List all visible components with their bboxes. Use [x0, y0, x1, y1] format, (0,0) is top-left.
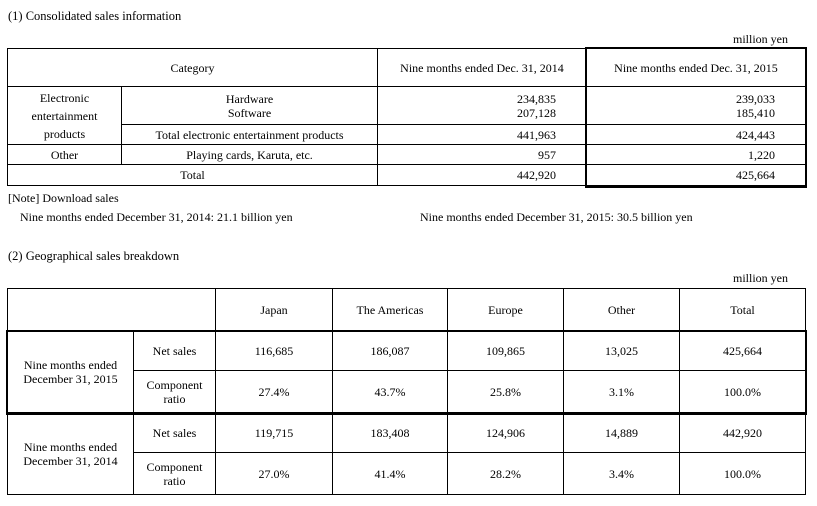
- section1-title: (1) Consolidated sales information: [8, 9, 182, 23]
- group-electronic-line1: Electronic: [39, 90, 90, 105]
- row-software-label: Software: [227, 105, 272, 120]
- ratio-2015-japan: 27.4%: [216, 371, 333, 413]
- period-2014-line1: Nine months ended: [23, 439, 118, 454]
- section1-unit: million yen: [733, 32, 788, 46]
- geographical-sales-table: [7, 288, 806, 495]
- header-blank: [8, 289, 216, 331]
- group-electronic-line2: entertainment: [31, 108, 98, 123]
- period-2014-line2: December 31, 2014: [23, 453, 118, 468]
- note-title: [Note] Download sales: [8, 191, 119, 205]
- ratio-label-2015: [134, 371, 216, 413]
- ratio-2015-total: 100.0%: [680, 371, 806, 413]
- note-2015: Nine months ended December 31, 2015: 30.5 billion yen: [420, 210, 693, 224]
- col-japan: Japan: [216, 289, 333, 331]
- row-playing-cards-2014: 957: [378, 145, 587, 165]
- ratio-2014-japan: 27.0%: [216, 453, 333, 495]
- period-2014-label: [8, 413, 134, 495]
- row-hardware-label: Hardware: [225, 91, 274, 106]
- net-sales-2014-americas: 183,408: [333, 413, 448, 453]
- net-sales-2015-americas: 186,087: [333, 331, 448, 371]
- row-total-label: Total: [8, 165, 378, 186]
- net-sales-2015-other: 13,025: [564, 331, 680, 371]
- period-2015-line1: Nine months ended: [23, 357, 118, 372]
- row-playing-cards-label: Playing cards, Karuta, etc.: [122, 145, 378, 165]
- hw-sw-2015: [587, 87, 806, 125]
- net-sales-2014-other: 14,889: [564, 413, 680, 453]
- row-hardware-2014: 234,835: [517, 91, 556, 106]
- ratio-label-2014: [134, 453, 216, 495]
- ratio-2015-americas: 43.7%: [333, 371, 448, 413]
- header-2014: Nine months ended Dec. 31, 2014: [378, 49, 587, 87]
- ratio-2015-other: 3.1%: [564, 371, 680, 413]
- header-category: Category: [8, 49, 378, 87]
- net-sales-2014-europe: 124,906: [448, 413, 564, 453]
- group-electronic: [8, 87, 122, 145]
- hw-sw-labels: [122, 87, 378, 125]
- col-other: Other: [564, 289, 680, 331]
- consolidated-sales-table: [7, 48, 806, 186]
- net-sales-2014-total: 442,920: [680, 413, 806, 453]
- row-playing-cards-2015: 1,220: [587, 145, 806, 165]
- row-total-electronic-2014: 441,963: [378, 125, 587, 145]
- row-total-electronic-2015: 424,443: [587, 125, 806, 145]
- row-hardware-2015: 239,033: [736, 91, 775, 106]
- net-sales-2015-europe: 109,865: [448, 331, 564, 371]
- row-software-2014: 207,128: [517, 105, 556, 120]
- net-sales-label-2014: Net sales: [134, 413, 216, 453]
- ratio-label-2014-line2: ratio: [163, 473, 186, 488]
- ratio-2015-europe: 25.8%: [448, 371, 564, 413]
- col-europe: Europe: [448, 289, 564, 331]
- period-2015-label: [8, 331, 134, 413]
- net-sales-label-2015: Net sales: [134, 331, 216, 371]
- net-sales-2014-japan: 119,715: [216, 413, 333, 453]
- row-total-2014: 442,920: [378, 165, 587, 186]
- net-sales-2015-total: 425,664: [680, 331, 806, 371]
- note-2014: Nine months ended December 31, 2014: 21.1 billion yen: [20, 210, 293, 224]
- section2-unit: million yen: [733, 271, 788, 285]
- row-total-electronic-label: Total electronic entertainment products: [122, 125, 378, 145]
- ratio-label-2014-line1: Component: [146, 459, 203, 474]
- col-total: Total: [680, 289, 806, 331]
- hw-sw-2014: [378, 87, 587, 125]
- row-software-2015: 185,410: [736, 105, 775, 120]
- net-sales-2015-japan: 116,685: [216, 331, 333, 371]
- ratio-label-2015-line1: Component: [146, 377, 203, 392]
- group-electronic-line3: products: [43, 126, 86, 141]
- header-2015: Nine months ended Dec. 31, 2015: [587, 49, 806, 87]
- ratio-2014-europe: 28.2%: [448, 453, 564, 495]
- ratio-2014-total: 100.0%: [680, 453, 806, 495]
- ratio-label-2015-line2: ratio: [163, 391, 186, 406]
- col-americas: The Americas: [333, 289, 448, 331]
- ratio-2014-americas: 41.4%: [333, 453, 448, 495]
- section2-title: (2) Geographical sales breakdown: [8, 249, 180, 263]
- period-2015-line2: December 31, 2015: [23, 371, 118, 386]
- ratio-2014-other: 3.4%: [564, 453, 680, 495]
- row-total-2015: 425,664: [587, 165, 806, 186]
- group-other: Other: [8, 145, 122, 165]
